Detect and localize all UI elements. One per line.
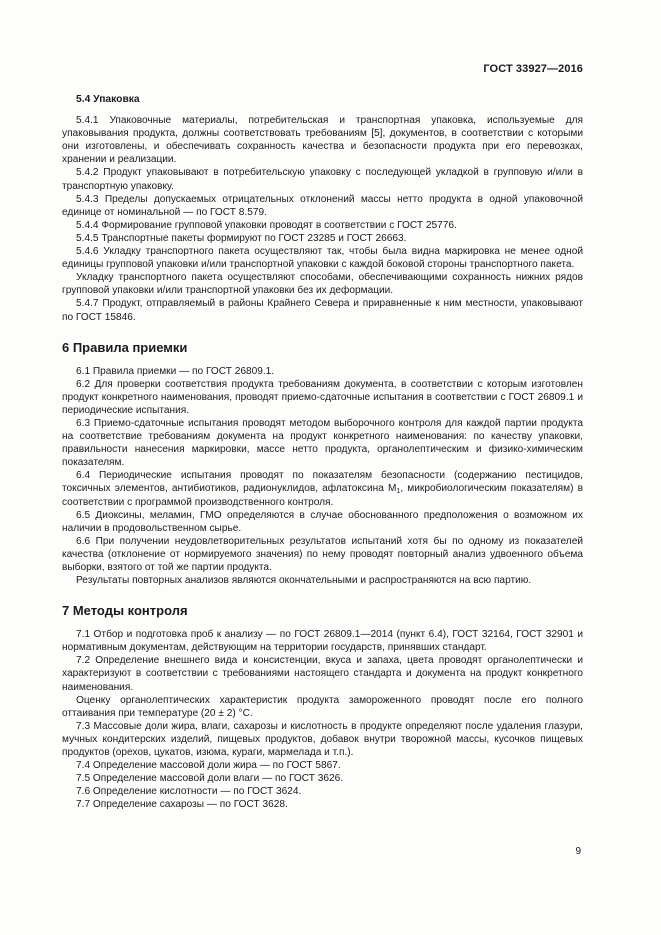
paragraph: 7.7 Определение сахарозы — по ГОСТ 3628.	[76, 799, 288, 811]
paragraph: 7.2 Определение внешнего вида и консистенции, вкуса и запаха, цвета проводят органолептически и характеризуют в соответствии с требованиями настоящего стандарта и документа на продукт конкретного наименования.	[62, 655, 583, 693]
paragraph: 7.4 Определение массовой доли жира — по ГОСТ 5867.	[76, 760, 341, 772]
paragraph: 6.6 При получении неудовлетворительных результатов испытаний хотя бы по одному из показателей качества (отклонение от нормируемого значения) по нему проводят повторный анализ удвоенного объема выборки, взятого от той же партии продукта.	[62, 535, 583, 573]
paragraph: Укладку транспортного пакета осуществляют способами, обеспечивающими сохранность нижних рядов групповой упаковки и/или транспортной упаковки без их деформации.	[62, 272, 583, 297]
paragraph: 5.4.7 Продукт, отправляемый в районы Крайнего Севера и приравненные к ним местности, упаковывают по ГОСТ 15846.	[62, 298, 583, 323]
paragraph: 6.5 Диоксины, меламин, ГМО определяются в случае обоснованного предположения о возможном их наличии в продовольственном сырье.	[62, 509, 583, 534]
paragraph: 7.6 Определение кислотности — по ГОСТ 3624.	[76, 786, 302, 798]
page-number: 9	[575, 846, 581, 857]
paragraph: 5.4.4 Формирование групповой упаковки проводят в соответствии с ГОСТ 25776.	[76, 219, 457, 231]
paragraph-text: , микробиологическим показателям) в соответствии с программой производственного контроля.	[62, 483, 583, 508]
document-id: ГОСТ 33927—2016	[483, 63, 583, 75]
paragraph: 7.3 Массовые доли жира, влаги, сахарозы и кислотность в продукте определяют после удаления глазури, мучных кондитерских изделий, пищевых продуктов, добавок внутри творожной массы, кусочков пищевых продуктов (орехов, цукатов, изюма, кураги, мармелада и т.п.).	[62, 720, 583, 759]
section-heading-7: 7 Методы контроля	[62, 603, 188, 619]
paragraph	[62, 469, 583, 508]
section-heading-5-4: 5.4 Упаковка	[76, 94, 140, 105]
page-content	[62, 93, 583, 812]
paragraph: 5.4.3 Пределы допускаемых отрицательных отклонений массы нетто продукта в одной упаковочной единице от номинальной — по ГОСТ 8.579.	[62, 193, 583, 218]
paragraph: 7.5 Определение массовой доли влаги — по ГОСТ 3626.	[76, 773, 344, 785]
paragraph-text: 6.4 Периодические испытания проводят по показателям безопасности (содержанию пестицидов, токсичных элементов, антибиотиков, радионуклидов, афлатоксина M	[62, 470, 583, 495]
paragraph: 6.1 Правила приемки — по ГОСТ 26809.1.	[76, 365, 275, 377]
subscript: 1	[396, 488, 401, 496]
paragraph: Результаты повторных анализов являются окончательными и распространяются на всю партию.	[76, 575, 532, 587]
paragraph: 5.4.5 Транспортные пакеты формируют по ГОСТ 23285 и ГОСТ 26663.	[76, 232, 407, 244]
paragraph: 5.4.2 Продукт упаковывают в потребительскую упаковку с последующей укладкой в групповую и/или в транспортную упаковку.	[62, 167, 583, 192]
paragraph: 7.1 Отбор и подготовка проб к анализу — по ГОСТ 26809.1—2014 (пункт 6.4), ГОСТ 32164, ГОСТ 32901 и нормативным документам, действующим на территории государств, принявших стандарт.	[62, 629, 583, 654]
paragraph: Оценку органолептических характеристик продукта замороженного проводят после его полного оттаивания при температуре (20 ± 2) °С.	[62, 694, 583, 719]
paragraph: 6.3 Приемо-сдаточные испытания проводят методом выборочного контроля для каждой партии продукта на соответствие требованиям документа на продукт конкретного наименования: по качеству упаковки, правильности нанесения маркировки, массе нетто продукта, органолептическим и физико-химическим показателям.	[62, 417, 583, 469]
section-heading-6: 6 Правила приемки	[62, 339, 188, 355]
paragraph: 6.2 Для проверки соответствия продукта требованиям документа, в соответствии с которым изготовлен продукт конкретного наименования, проводят приемо-сдаточные испытания в соответствии с ГОСТ 26809.1 и периодические испытания.	[62, 378, 583, 416]
paragraph: 5.4.1 Упаковочные материалы, потребительская и транспортная упаковка, используемые для упаковывания продукта, должны соответствовать требованиям [5], документов, в соответствии с которыми они изготовлены, и обеспечивать сохранность качества и безопасности продукта при его перевозках, хранении и реализации.	[62, 115, 583, 166]
paragraph: 5.4.6 Укладку транспортного пакета осуществляют так, чтобы была видна маркировка не менее одной единицы групповой упаковки и/или транспортной упаковки с каждой боковой стороны транспортного пакета.	[62, 246, 583, 271]
